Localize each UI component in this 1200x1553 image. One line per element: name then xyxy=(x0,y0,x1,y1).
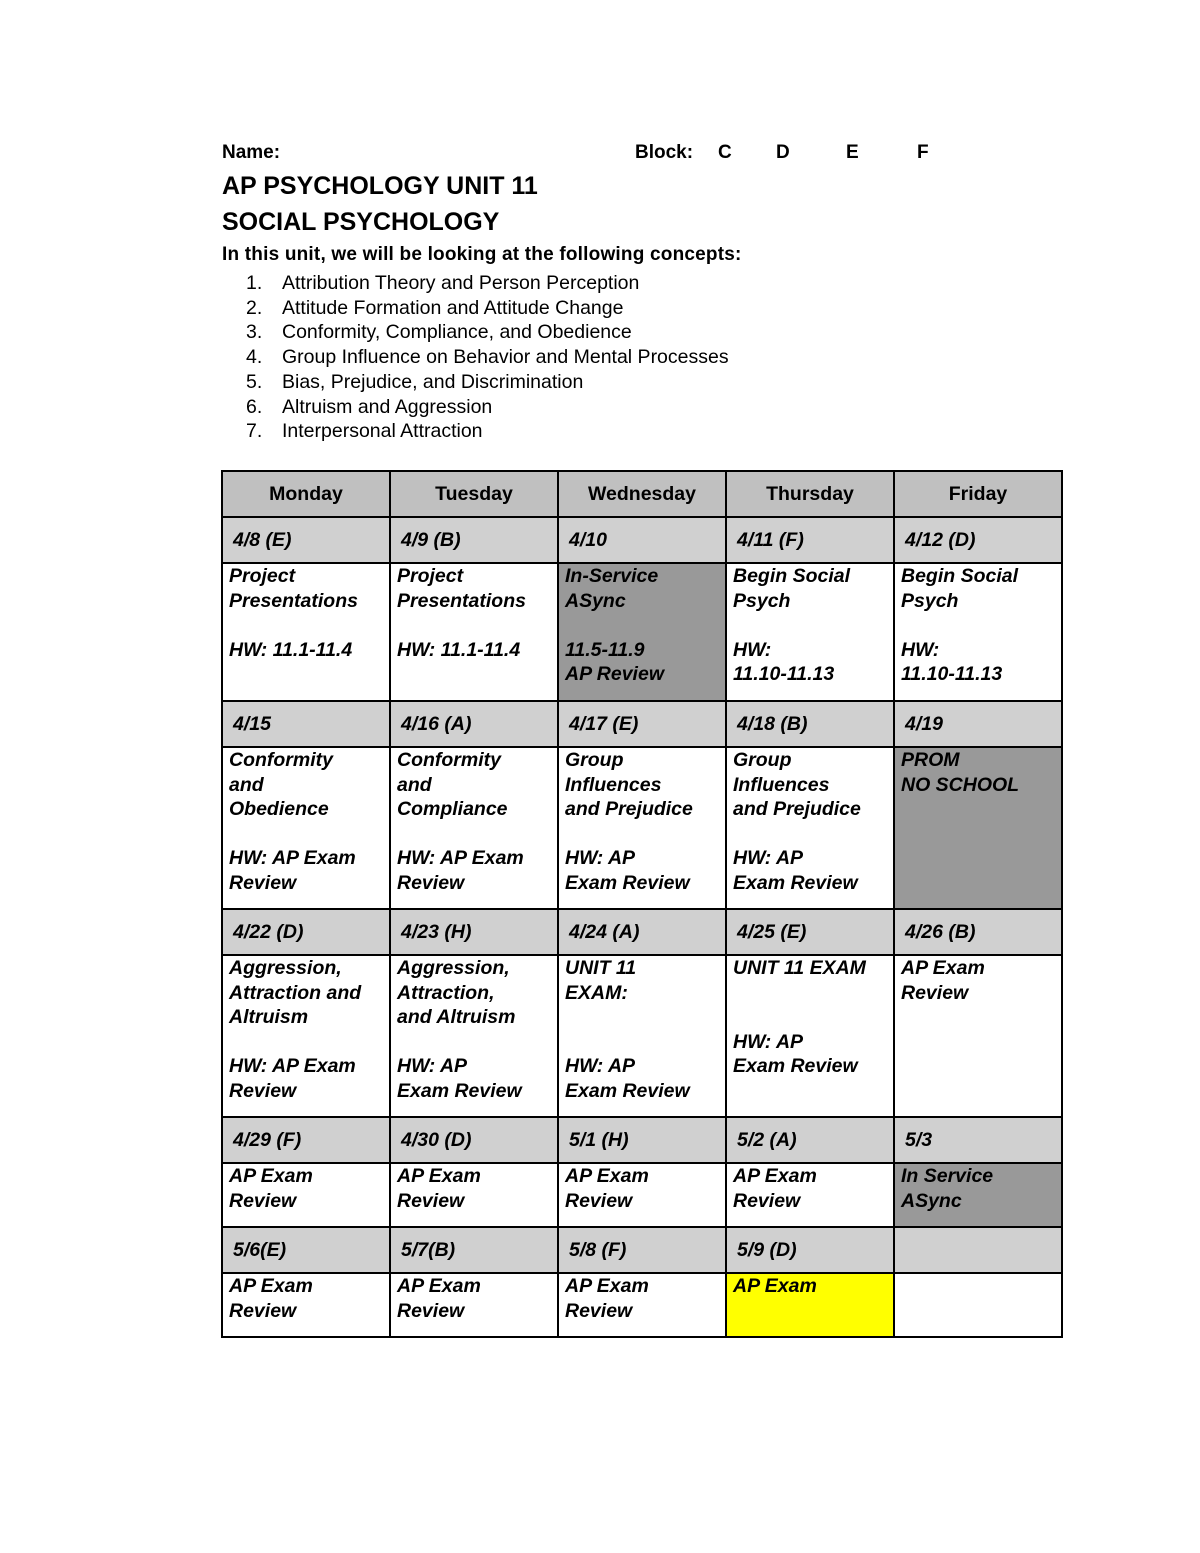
activity-line: In Service xyxy=(901,1165,994,1187)
activity-line: AP Exam xyxy=(901,957,985,979)
activity-line: Review xyxy=(733,1189,801,1212)
activity-cell xyxy=(894,1273,1062,1337)
block-option-e: E xyxy=(846,142,859,163)
concept-list xyxy=(246,271,729,444)
activity-line: Review xyxy=(565,1299,633,1322)
activity-line: and Prejudice xyxy=(565,798,693,820)
date-cell: 4/29 (F) xyxy=(222,1117,390,1163)
activity-cell xyxy=(222,747,390,909)
line-gap xyxy=(565,1030,719,1055)
activity-line: HW: AP Exam xyxy=(397,847,524,869)
concept-text: Bias, Prejudice, and Discrimination xyxy=(282,370,584,393)
activity-line: Obedience xyxy=(229,798,329,820)
activity-cell xyxy=(390,747,558,909)
activity-line: Influences xyxy=(733,773,830,796)
date-cell: 4/25 (E) xyxy=(726,909,894,955)
concept-text: Attribution Theory and Person Perception xyxy=(282,272,640,294)
line-gap xyxy=(229,613,383,638)
activity-row xyxy=(222,1273,1062,1337)
block-option-d: D xyxy=(776,142,790,163)
activity-line: ASync xyxy=(565,589,626,612)
line-gap xyxy=(733,1005,887,1030)
activity-line: PROM xyxy=(901,749,960,771)
concept-number: 2. xyxy=(246,296,263,319)
line-gap xyxy=(397,822,551,847)
activity-line: ASync xyxy=(901,1189,962,1212)
activity-line: AP Exam xyxy=(565,1275,649,1297)
line-gap xyxy=(565,822,719,847)
activity-line: AP Exam xyxy=(397,1275,481,1297)
activity-cell xyxy=(558,1273,726,1337)
activity-cell xyxy=(222,1163,390,1227)
activity-row xyxy=(222,1163,1062,1227)
block-option-c: C xyxy=(718,142,732,163)
activity-line: Review xyxy=(397,1299,465,1322)
activity-line: HW: AP xyxy=(733,847,804,869)
activity-line: and xyxy=(229,773,264,796)
date-cell: 4/22 (D) xyxy=(222,909,390,955)
activity-line: Project xyxy=(397,565,464,587)
activity-cell xyxy=(558,1163,726,1227)
line-gap xyxy=(565,1005,719,1030)
concept-item xyxy=(246,419,729,444)
date-cell: 4/11 (F) xyxy=(726,517,894,563)
activity-line: Aggression, xyxy=(229,957,342,979)
activity-line: HW: 11.1-11.4 xyxy=(229,638,353,661)
line-gap xyxy=(229,1030,383,1055)
block-label: Block: xyxy=(635,142,694,163)
date-cell: 4/30 (D) xyxy=(390,1117,558,1163)
activity-line: Exam Review xyxy=(565,1079,690,1102)
activity-line: 11.10-11.13 xyxy=(901,663,1003,685)
activity-line: Begin Social xyxy=(901,565,1019,587)
day-header-thursday: Thursday xyxy=(726,471,894,517)
activity-line: AP Review xyxy=(565,663,664,685)
activity-line: EXAM: xyxy=(565,981,628,1004)
date-row xyxy=(222,1227,1062,1273)
concept-item xyxy=(246,271,729,296)
activity-cell xyxy=(390,1273,558,1337)
date-cell xyxy=(894,1227,1062,1273)
line-gap xyxy=(397,613,551,638)
line-gap xyxy=(565,613,719,638)
activity-line: Altruism xyxy=(229,1006,309,1028)
date-cell: 4/12 (D) xyxy=(894,517,1062,563)
activity-line: Group xyxy=(565,749,624,771)
day-header-friday: Friday xyxy=(894,471,1062,517)
line-gap xyxy=(733,822,887,847)
header-line xyxy=(222,142,982,166)
activity-cell xyxy=(390,1163,558,1227)
date-row xyxy=(222,909,1062,955)
date-cell: 4/10 xyxy=(558,517,726,563)
activity-line: HW: AP xyxy=(397,1055,468,1077)
concept-item xyxy=(246,345,729,370)
concept-number: 3. xyxy=(246,321,263,344)
activity-line: Project xyxy=(229,565,296,587)
day-header-monday: Monday xyxy=(222,471,390,517)
date-cell: 4/19 xyxy=(894,701,1062,747)
activity-line: NO SCHOOL xyxy=(901,773,1020,796)
activity-line: AP Exam xyxy=(733,1165,817,1187)
activity-line: AP Exam xyxy=(733,1275,817,1297)
date-row xyxy=(222,701,1062,747)
intro-text: In this unit, we will be looking at the following concepts: xyxy=(222,244,742,265)
activity-line: In-Service xyxy=(565,565,659,587)
activity-line: HW: AP xyxy=(565,847,636,869)
concept-number: 4. xyxy=(246,346,263,369)
concept-text: Group Influence on Behavior and Mental Processes xyxy=(282,346,729,369)
activity-cell xyxy=(894,1163,1062,1227)
date-cell: 4/16 (A) xyxy=(390,701,558,747)
activity-cell xyxy=(558,563,726,701)
activity-cell xyxy=(726,563,894,701)
date-cell: 5/1 (H) xyxy=(558,1117,726,1163)
day-header-wednesday: Wednesday xyxy=(558,471,726,517)
concept-number: 1. xyxy=(246,272,263,294)
activity-line: Exam Review xyxy=(565,871,690,894)
concept-number: 7. xyxy=(246,420,263,443)
line-gap xyxy=(901,613,1055,638)
activity-line: Presentations xyxy=(397,589,526,612)
date-cell: 5/8 (F) xyxy=(558,1227,726,1273)
activity-line: Conformity xyxy=(397,749,501,771)
activity-line: Review xyxy=(397,871,465,894)
activity-cell xyxy=(558,955,726,1117)
activity-line: Review xyxy=(565,1189,633,1212)
concept-item xyxy=(246,320,729,345)
activity-line: and Altruism xyxy=(397,1006,516,1028)
date-cell: 4/26 (B) xyxy=(894,909,1062,955)
activity-line: AP Exam xyxy=(565,1165,649,1187)
activity-line: Exam Review xyxy=(733,871,858,894)
date-row xyxy=(222,1117,1062,1163)
activity-line: and Prejudice xyxy=(733,798,861,820)
activity-line: AP Exam xyxy=(229,1275,313,1297)
activity-line: Conformity xyxy=(229,749,333,771)
activity-line: 11.5-11.9 xyxy=(565,638,645,661)
activity-line: Review xyxy=(229,871,297,894)
block-option-f: F xyxy=(917,142,929,163)
activity-line: Influences xyxy=(565,773,662,796)
activity-line: Group xyxy=(733,749,792,771)
activity-line: Review xyxy=(397,1189,465,1212)
date-cell: 4/17 (E) xyxy=(558,701,726,747)
activity-line: Review xyxy=(229,1299,297,1322)
activity-line: Review xyxy=(229,1189,297,1212)
activity-line: UNIT 11 EXAM xyxy=(733,957,866,979)
activity-line: HW: AP Exam xyxy=(229,1055,356,1077)
activity-cell xyxy=(558,747,726,909)
activity-cell xyxy=(894,747,1062,909)
activity-cell xyxy=(726,955,894,1117)
activity-line: 11.10-11.13 xyxy=(733,663,835,685)
concept-text: Conformity, Compliance, and Obedience xyxy=(282,321,632,344)
activity-cell xyxy=(222,563,390,701)
date-cell: 4/24 (A) xyxy=(558,909,726,955)
activity-line: and xyxy=(397,773,432,796)
concept-item xyxy=(246,395,729,420)
activity-cell xyxy=(894,955,1062,1117)
date-cell: 5/3 xyxy=(894,1117,1062,1163)
activity-cell xyxy=(726,747,894,909)
title-line-2: SOCIAL PSYCHOLOGY xyxy=(222,208,500,236)
activity-line: Presentations xyxy=(229,589,358,612)
line-gap xyxy=(733,613,887,638)
date-cell: 5/2 (A) xyxy=(726,1117,894,1163)
activity-cell xyxy=(390,955,558,1117)
activity-line: AP Exam xyxy=(397,1165,481,1187)
activity-line: Psych xyxy=(733,589,791,612)
activity-line: HW: AP Exam xyxy=(229,847,356,869)
line-gap xyxy=(229,822,383,847)
schedule-table xyxy=(221,470,1063,1338)
date-cell: 4/23 (H) xyxy=(390,909,558,955)
date-cell: 4/15 xyxy=(222,701,390,747)
activity-line: Attraction and xyxy=(229,981,362,1004)
line-gap xyxy=(397,1030,551,1055)
date-cell: 4/9 (B) xyxy=(390,517,558,563)
concept-number: 5. xyxy=(246,370,263,393)
activity-line: Attraction, xyxy=(397,981,495,1004)
activity-row xyxy=(222,955,1062,1117)
date-cell: 4/8 (E) xyxy=(222,517,390,563)
name-label: Name: xyxy=(222,142,281,163)
activity-line: Begin Social xyxy=(733,565,851,587)
date-cell: 4/18 (B) xyxy=(726,701,894,747)
activity-line: AP Exam xyxy=(229,1165,313,1187)
activity-cell xyxy=(726,1273,894,1337)
activity-cell xyxy=(222,1273,390,1337)
date-cell: 5/6(E) xyxy=(222,1227,390,1273)
activity-line: HW: xyxy=(901,638,940,661)
activity-line: Review xyxy=(901,981,969,1004)
activity-line: Aggression, xyxy=(397,957,510,979)
title-line-1: AP PSYCHOLOGY UNIT 11 xyxy=(222,172,538,200)
activity-line: HW: AP xyxy=(565,1055,636,1077)
date-row xyxy=(222,517,1062,563)
activity-row xyxy=(222,563,1062,701)
concept-item xyxy=(246,296,729,321)
activity-line: HW: xyxy=(733,638,772,661)
concept-item xyxy=(246,370,729,395)
day-header-tuesday: Tuesday xyxy=(390,471,558,517)
activity-line: Psych xyxy=(901,589,959,612)
activity-row xyxy=(222,747,1062,909)
concept-number: 6. xyxy=(246,395,263,418)
day-header-row xyxy=(222,471,1062,517)
date-cell: 5/9 (D) xyxy=(726,1227,894,1273)
activity-line: UNIT 11 xyxy=(565,957,637,979)
activity-cell xyxy=(726,1163,894,1227)
activity-line: HW: AP xyxy=(733,1030,804,1053)
activity-line: Exam Review xyxy=(397,1079,522,1102)
activity-line: Review xyxy=(229,1079,297,1102)
concept-text: Interpersonal Attraction xyxy=(282,420,483,443)
activity-line: HW: 11.1-11.4 xyxy=(397,638,521,661)
date-cell: 5/7(B) xyxy=(390,1227,558,1273)
activity-cell xyxy=(894,563,1062,701)
activity-cell xyxy=(222,955,390,1117)
activity-cell xyxy=(390,563,558,701)
concept-text: Attitude Formation and Attitude Change xyxy=(282,296,624,319)
concept-text: Altruism and Aggression xyxy=(282,395,493,418)
activity-line: Compliance xyxy=(397,798,508,820)
activity-line: Exam Review xyxy=(733,1055,858,1077)
line-gap xyxy=(733,981,887,1006)
